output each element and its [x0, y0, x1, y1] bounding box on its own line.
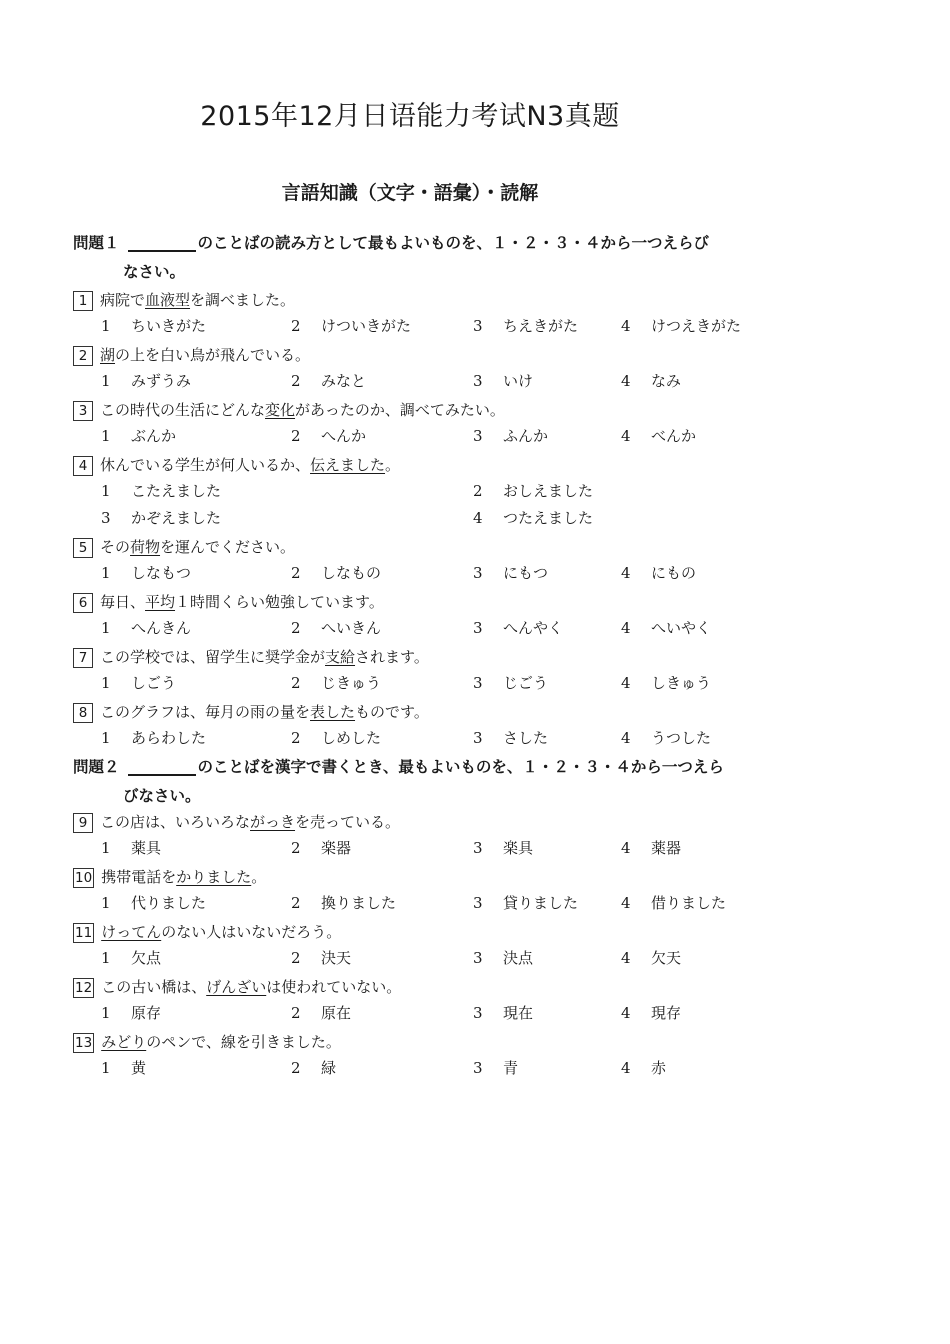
answer-option[interactable] [445, 478, 593, 505]
answer-option[interactable] [73, 313, 206, 340]
problem-instruction: のことばの読み方として最もよいものを、１・２・３・４から一つえらび [197, 234, 710, 252]
question-item [73, 534, 773, 587]
option-number: 2 [473, 482, 483, 500]
question-sentence [73, 699, 773, 725]
answer-options-row [73, 670, 773, 697]
answer-option[interactable] [73, 1000, 161, 1027]
question-sentence [73, 397, 773, 423]
answer-options-row [73, 368, 773, 395]
answer-option[interactable] [445, 423, 548, 450]
answer-option[interactable] [445, 945, 533, 972]
sentence-pre: この古い橋は、 [101, 978, 207, 996]
option-number: 1 [101, 427, 111, 445]
option-text: しごう [131, 674, 177, 692]
question-sentence [73, 452, 773, 478]
answer-option[interactable] [263, 835, 351, 862]
sentence-pre: この時代の生活にどんな [100, 401, 266, 419]
question-number-box: 1 [73, 291, 93, 311]
answer-option[interactable] [445, 890, 578, 917]
underlined-target-word: かりました [176, 868, 252, 886]
option-text: ふんか [503, 427, 549, 445]
question-sentence [73, 864, 773, 890]
sentence-post: を売っている。 [295, 813, 401, 831]
answer-option[interactable] [263, 1055, 336, 1082]
answer-options-row [73, 478, 773, 505]
option-text: 代りました [131, 894, 207, 912]
option-text: 決天 [321, 949, 352, 967]
option-number: 4 [621, 894, 631, 912]
question-item [73, 974, 773, 1027]
option-text: つたえました [503, 509, 594, 527]
problem-heading [73, 753, 763, 811]
page-title: 2015年12月日语能力考试N3真题 [200, 101, 620, 132]
option-text: しなもつ [131, 564, 192, 582]
option-number: 2 [291, 729, 301, 747]
answer-option[interactable] [73, 670, 176, 697]
answer-option[interactable] [445, 615, 563, 642]
option-number: 2 [291, 427, 301, 445]
answer-option[interactable] [593, 890, 726, 917]
sentence-post: されます。 [355, 648, 429, 666]
question-sentence [73, 809, 773, 835]
option-text: 借りました [651, 894, 727, 912]
answer-option[interactable] [263, 560, 381, 587]
option-number: 4 [621, 317, 631, 335]
option-number: 3 [473, 894, 483, 912]
option-number: 3 [473, 839, 483, 857]
option-number: 2 [291, 317, 301, 335]
option-number: 3 [473, 674, 483, 692]
option-text: 欠天 [651, 949, 682, 967]
option-text: じごう [503, 674, 549, 692]
option-text: おしえました [503, 482, 594, 500]
question-item [73, 864, 773, 917]
question-number-box: 8 [73, 703, 93, 723]
underlined-target-word: 平均 [145, 593, 176, 611]
problem-label: 問題１ [73, 234, 120, 252]
option-text: あらわした [131, 729, 207, 747]
option-number: 2 [291, 674, 301, 692]
option-number: 4 [621, 674, 631, 692]
answer-option[interactable] [593, 945, 681, 972]
answer-option[interactable] [73, 890, 206, 917]
sentence-pre: この店は、いろいろな [100, 813, 251, 831]
underlined-target-word: がっき [250, 813, 296, 831]
question-number-box: 10 [75, 870, 93, 886]
answer-option[interactable] [263, 890, 396, 917]
option-text: 欠点 [131, 949, 162, 967]
problem-label: 問題２ [73, 758, 120, 776]
answer-option[interactable] [263, 670, 381, 697]
option-number: 4 [621, 619, 631, 637]
answer-options-row [73, 615, 773, 642]
option-text: しなもの [321, 564, 382, 582]
option-number: 4 [621, 564, 631, 582]
option-text: いけ [503, 372, 534, 390]
sentence-post: 。 [251, 868, 267, 886]
answer-option[interactable] [263, 313, 411, 340]
answer-option[interactable] [73, 478, 221, 505]
sentence-post: を運んでください。 [160, 538, 296, 556]
option-text: ちえきがた [503, 317, 579, 335]
question-number-box: 11 [75, 925, 93, 941]
option-number: 1 [101, 729, 111, 747]
problem-instruction: のことばを漢字で書くとき、最もよいものを、１・２・３・４から一つえら [197, 758, 724, 776]
option-text: さした [503, 729, 549, 747]
answer-option[interactable] [263, 1000, 351, 1027]
question-sentence [73, 589, 773, 615]
problem-instruction-cont: なさい。 [123, 263, 186, 281]
option-text: へいきん [321, 619, 382, 637]
answer-option[interactable] [593, 1000, 681, 1027]
sentence-post: があったのか、調べてみたい。 [295, 401, 505, 419]
sentence-post: の上を白い鳥が飛んでいる。 [115, 346, 311, 364]
option-number: 4 [621, 839, 631, 857]
answer-option[interactable] [445, 835, 533, 862]
question-item [73, 919, 773, 972]
sentence-pre: 携帯電話を [101, 868, 177, 886]
question-number-box: 12 [75, 980, 93, 996]
underlined-target-word: みどり [101, 1033, 147, 1051]
option-number: 1 [101, 482, 111, 500]
sentence-post: ものです。 [355, 703, 429, 721]
option-text: けついきがた [321, 317, 412, 335]
answer-option[interactable] [263, 945, 351, 972]
option-text: 貸りました [503, 894, 579, 912]
option-number: 1 [101, 372, 111, 390]
option-text: 原在 [321, 1004, 352, 1022]
question-number-box: 5 [73, 538, 93, 558]
option-number: 3 [473, 372, 483, 390]
answer-option[interactable] [73, 423, 176, 450]
option-text: けつえきがた [651, 317, 742, 335]
question-item [73, 397, 773, 450]
option-text: 現在 [503, 1004, 534, 1022]
option-number: 1 [101, 317, 111, 335]
sentence-pre: この学校では、留学生に奨学金が [100, 648, 326, 666]
option-number: 3 [101, 509, 111, 527]
underlined-target-word: 伝えました [310, 456, 386, 474]
question-sentence [73, 342, 773, 368]
answer-option[interactable] [445, 1055, 518, 1082]
question-sentence [73, 974, 773, 1000]
option-text: 原存 [131, 1004, 162, 1022]
option-text: にもつ [503, 564, 549, 582]
answer-option[interactable] [73, 368, 191, 395]
option-text: へんきん [131, 619, 192, 637]
option-text: なみ [651, 372, 682, 390]
question-item [73, 644, 773, 697]
option-number: 1 [101, 894, 111, 912]
question-item [73, 287, 773, 340]
answer-options-row [73, 890, 773, 917]
sentence-post: のペンで、線を引きました。 [146, 1033, 341, 1051]
answer-options-row [73, 423, 773, 450]
question-sentence [73, 287, 773, 313]
option-number: 2 [291, 564, 301, 582]
option-text: みずうみ [131, 372, 192, 390]
underlined-target-word: 支給 [325, 648, 356, 666]
option-text: みなと [321, 372, 367, 390]
underlined-target-word: 荷物 [130, 538, 161, 556]
question-number-box: 6 [73, 593, 93, 613]
answer-option[interactable] [73, 835, 161, 862]
option-number: 3 [473, 1004, 483, 1022]
answer-option[interactable] [73, 725, 206, 752]
question-item [73, 1029, 773, 1082]
option-number: 2 [291, 839, 301, 857]
option-text: 現存 [651, 1004, 682, 1022]
answer-option[interactable] [445, 560, 548, 587]
answer-option[interactable] [263, 423, 366, 450]
option-number: 2 [291, 1004, 301, 1022]
sentence-post: １時間くらい勉強しています。 [175, 593, 384, 611]
question-sentence [73, 1029, 773, 1055]
option-number: 2 [291, 1059, 301, 1077]
answer-option[interactable] [263, 725, 381, 752]
answer-option[interactable] [73, 615, 191, 642]
option-number: 3 [473, 564, 483, 582]
option-number: 4 [473, 509, 483, 527]
question-item [73, 452, 773, 532]
answer-option[interactable] [445, 313, 578, 340]
question-item [73, 809, 773, 862]
problem-heading [73, 229, 763, 287]
answer-option[interactable] [593, 835, 681, 862]
option-number: 3 [473, 1059, 483, 1077]
option-number: 4 [621, 949, 631, 967]
answer-option[interactable] [73, 945, 161, 972]
underlined-target-word: けってん [101, 923, 162, 941]
option-number: 1 [101, 1004, 111, 1022]
sentence-pre: 休んでいる学生が何人いるか、 [100, 456, 311, 474]
question-number-box: 13 [75, 1035, 93, 1051]
option-text: うつした [651, 729, 712, 747]
underlined-target-word: 表した [310, 703, 356, 721]
option-text: 決点 [503, 949, 534, 967]
answer-option[interactable] [593, 368, 681, 395]
option-text: じきゅう [321, 674, 382, 692]
option-number: 1 [101, 619, 111, 637]
answer-option[interactable] [593, 423, 696, 450]
option-text: 薬器 [651, 839, 682, 857]
answer-blank-line [128, 250, 196, 252]
question-sentence [73, 919, 773, 945]
underlined-target-word: 血液型 [145, 291, 191, 309]
answer-options-row [73, 1000, 773, 1027]
option-text: 青 [503, 1059, 519, 1077]
option-number: 2 [291, 372, 301, 390]
question-number-box: 2 [73, 346, 93, 366]
option-number: 3 [473, 317, 483, 335]
option-text: 楽具 [503, 839, 534, 857]
problem-instruction-cont: びなさい。 [123, 787, 201, 805]
underlined-target-word: 変化 [265, 401, 296, 419]
question-number-box: 9 [73, 813, 93, 833]
option-number: 3 [473, 949, 483, 967]
option-number: 2 [291, 894, 301, 912]
option-text: しめした [321, 729, 382, 747]
answer-options-row [73, 560, 773, 587]
answer-option[interactable] [445, 1000, 533, 1027]
underlined-target-word: げんざい [206, 978, 267, 996]
sentence-post: のない人はいないだろう。 [161, 923, 342, 941]
answer-option[interactable] [593, 615, 711, 642]
answer-option[interactable] [445, 670, 548, 697]
option-number: 4 [621, 372, 631, 390]
answer-options-row [73, 945, 773, 972]
question-number-box: 7 [73, 648, 93, 668]
answer-option[interactable] [593, 313, 741, 340]
option-text: しきゅう [651, 674, 712, 692]
option-text: ちいきがた [131, 317, 207, 335]
answer-options-row [73, 505, 773, 532]
option-text: 薬具 [131, 839, 162, 857]
option-number: 4 [621, 729, 631, 747]
answer-option[interactable] [445, 368, 533, 395]
underlined-target-word: 湖 [100, 346, 116, 364]
option-text: ぶんか [131, 427, 177, 445]
option-number: 1 [101, 564, 111, 582]
sentence-pre: このグラフは、毎月の雨の量を [100, 703, 311, 721]
sentence-post: 。 [385, 456, 401, 474]
option-text: かぞえました [131, 509, 222, 527]
question-sentence [73, 644, 773, 670]
sentence-pre: 病院で [100, 291, 146, 309]
option-number: 1 [101, 949, 111, 967]
answer-blank-line [128, 774, 196, 776]
section-title: 言語知識（文字・語彙）・読解 [281, 182, 539, 204]
option-text: 緑 [321, 1059, 337, 1077]
answer-option[interactable] [263, 615, 381, 642]
answer-option[interactable] [73, 1055, 146, 1082]
option-number: 4 [621, 1004, 631, 1022]
option-number: 3 [473, 619, 483, 637]
answer-option[interactable] [593, 560, 696, 587]
answer-option[interactable] [593, 1055, 666, 1082]
answer-option[interactable] [445, 505, 593, 532]
option-number: 3 [473, 427, 483, 445]
option-number: 4 [621, 427, 631, 445]
answer-option[interactable] [73, 505, 221, 532]
answer-options-row [73, 835, 773, 862]
option-text: へいやく [651, 619, 712, 637]
option-text: 換りました [321, 894, 397, 912]
answer-options-row [73, 313, 773, 340]
answer-options-row [73, 1055, 773, 1082]
answer-option[interactable] [73, 560, 191, 587]
sentence-post: は使われていない。 [266, 978, 402, 996]
question-sentence [73, 534, 773, 560]
option-number: 2 [291, 949, 301, 967]
option-text: べんか [651, 427, 697, 445]
answer-option[interactable] [593, 670, 711, 697]
option-number: 3 [473, 729, 483, 747]
option-number: 1 [101, 1059, 111, 1077]
question-item [73, 589, 773, 642]
sentence-post: を調べました。 [190, 291, 296, 309]
option-text: にもの [651, 564, 697, 582]
option-text: こたえました [131, 482, 222, 500]
option-text: へんか [321, 427, 367, 445]
option-text: 赤 [651, 1059, 667, 1077]
option-number: 2 [291, 619, 301, 637]
question-item [73, 342, 773, 395]
answer-option[interactable] [263, 368, 366, 395]
question-item [73, 699, 773, 752]
sentence-pre: その [100, 538, 131, 556]
option-text: 楽器 [321, 839, 352, 857]
answer-option[interactable] [445, 725, 548, 752]
answer-option[interactable] [593, 725, 711, 752]
option-text: へんやく [503, 619, 564, 637]
sentence-pre: 毎日、 [100, 593, 146, 611]
option-number: 4 [621, 1059, 631, 1077]
option-text: 黄 [131, 1059, 147, 1077]
option-number: 1 [101, 839, 111, 857]
option-number: 1 [101, 674, 111, 692]
answer-options-row [73, 725, 773, 752]
question-number-box: 4 [73, 456, 93, 476]
question-number-box: 3 [73, 401, 93, 421]
